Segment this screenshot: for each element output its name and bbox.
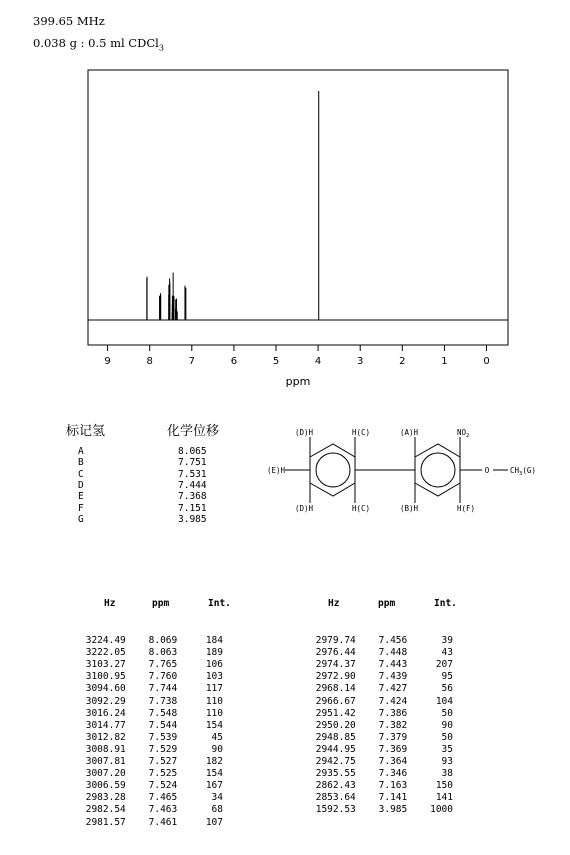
- table-row: 2853.64 7.141 141: [310, 792, 453, 804]
- table-row: 3008.91 7.529 90: [80, 743, 223, 755]
- table-row: 3016.24 7.548 110: [80, 707, 223, 719]
- peak-table-right: [310, 598, 490, 848]
- table-row: 2951.42 7.386 50: [310, 707, 453, 719]
- label-top-c: H(C): [352, 428, 371, 437]
- table-row: 2972.90 7.439 95: [310, 671, 453, 683]
- left-benzene-ring: [310, 444, 355, 496]
- label-ch3g: [510, 466, 536, 477]
- plot-frame: [88, 70, 508, 345]
- sample-subscript: 3: [158, 43, 164, 53]
- table-row: 2982.54 7.463 68: [80, 804, 223, 816]
- col-ppm-header: ppm: [152, 598, 170, 609]
- label-top-a: (A)H: [399, 428, 418, 437]
- x-axis-ticks: [104, 345, 489, 367]
- sample-text: 0.038 g : 0.5 ml CDCl: [33, 36, 159, 50]
- assignment-label-header: 标记氢: [66, 424, 106, 439]
- col-ppm-header: ppm: [378, 598, 396, 609]
- left-ring-circle: [316, 453, 350, 487]
- table-row: 2944.95 7.369 35: [310, 743, 453, 755]
- assignment-shift: 3.985: [178, 513, 207, 525]
- col-int-header: Int.: [208, 598, 231, 609]
- x-tick-label: 0: [483, 356, 490, 367]
- x-tick-label: 5: [272, 356, 280, 367]
- structure-diagram: [255, 420, 555, 535]
- ch3-text: CH: [510, 466, 520, 475]
- assignment-shift: 8.065: [178, 446, 207, 457]
- assignment-label: E: [78, 491, 84, 503]
- assignment-shift-header: 化学位移: [167, 424, 220, 439]
- label-bot-f: H(F): [457, 504, 476, 513]
- assignment-shift: 7.531: [178, 468, 207, 480]
- label-bot-c: H(C): [352, 504, 371, 513]
- spectrometer-frequency: 399.65 MHz: [33, 14, 105, 28]
- col-hz-header: Hz: [104, 598, 116, 609]
- table-row: 2950.20 7.382 90: [310, 719, 453, 731]
- label-top-d: (D)H: [294, 428, 313, 437]
- assignment-label: A: [78, 446, 84, 457]
- label-no2: [457, 428, 469, 439]
- right-benzene-ring: [415, 444, 460, 496]
- table-row: 3007.81 7.527 182: [80, 756, 223, 767]
- col-int-header: Int.: [434, 598, 457, 609]
- table-row: 2974.37 7.443 207: [310, 659, 453, 671]
- x-axis-label: ppm: [285, 375, 311, 388]
- x-tick-label: 9: [104, 356, 111, 367]
- x-tick-label: 8: [146, 356, 153, 367]
- table-row: 3012.82 7.539 45: [80, 731, 223, 743]
- table-row: 2966.67 7.424 104: [310, 695, 453, 707]
- table-row: 2968.14 7.427 56: [310, 683, 453, 695]
- assignment-label: C: [78, 468, 84, 480]
- table-row: 3103.27 7.765 106: [80, 659, 223, 671]
- x-tick-label: 6: [230, 356, 238, 367]
- table-row: 2862.43 7.163 150: [310, 780, 453, 792]
- table-row: 3222.05 8.063 189: [80, 647, 223, 659]
- x-tick-label: 3: [357, 356, 364, 367]
- nmr-spectrum-chart: [0, 0, 570, 400]
- x-tick-label: 7: [188, 356, 195, 367]
- table-row: 2948.85 7.379 50: [310, 731, 453, 743]
- table-row: 3094.60 7.744 117: [80, 683, 223, 695]
- x-tick-label: 2: [399, 356, 406, 367]
- table-row: 2976.44 7.448 43: [310, 647, 453, 659]
- assignment-shift: 7.751: [178, 457, 207, 469]
- label-left-e: (E)H: [266, 466, 285, 475]
- peak-table-left: [80, 598, 260, 848]
- no2-text: NO: [457, 428, 467, 437]
- table-row: 3092.29 7.738 110: [80, 695, 223, 707]
- label-bot-b: (B)H: [399, 504, 418, 513]
- table-row: 3224.49 8.069 184: [80, 635, 223, 646]
- ch3-subscript: 3: [519, 471, 523, 477]
- x-tick-label: 4: [314, 356, 322, 367]
- table-row: 2935.55 7.346 38: [310, 768, 453, 780]
- table-row: 2983.28 7.465 34: [80, 792, 223, 804]
- table-row: 3007.20 7.525 154: [80, 768, 223, 780]
- assignment-shift: 7.444: [178, 479, 207, 491]
- table-row: 2979.74 7.456 39: [310, 635, 453, 646]
- assignment-label: D: [78, 479, 84, 491]
- no2-subscript: 2: [466, 433, 470, 439]
- table-row: 1592.53 3.985 1000: [310, 804, 453, 816]
- table-row: 2942.75 7.364 93: [310, 756, 453, 767]
- x-tick-label: 1: [441, 356, 448, 367]
- assignment-shift: 7.368: [178, 491, 207, 503]
- table-row: 2981.57 7.461 107: [80, 816, 223, 828]
- table-row: 3100.95 7.760 103: [80, 671, 223, 683]
- assignment-label: F: [78, 502, 84, 514]
- right-ring-circle: [421, 453, 455, 487]
- col-hz-header: Hz: [328, 598, 340, 609]
- table-row: 3014.77 7.544 154: [80, 719, 223, 731]
- assignment-label: G: [78, 513, 84, 525]
- label-bot-d: (D)H: [294, 504, 313, 513]
- label-oxygen: O: [484, 466, 490, 475]
- ch3-tail: (G): [522, 466, 536, 475]
- assignment-shift: 7.151: [178, 502, 207, 514]
- assignment-label: B: [78, 457, 84, 469]
- table-row: 3006.59 7.524 167: [80, 780, 223, 792]
